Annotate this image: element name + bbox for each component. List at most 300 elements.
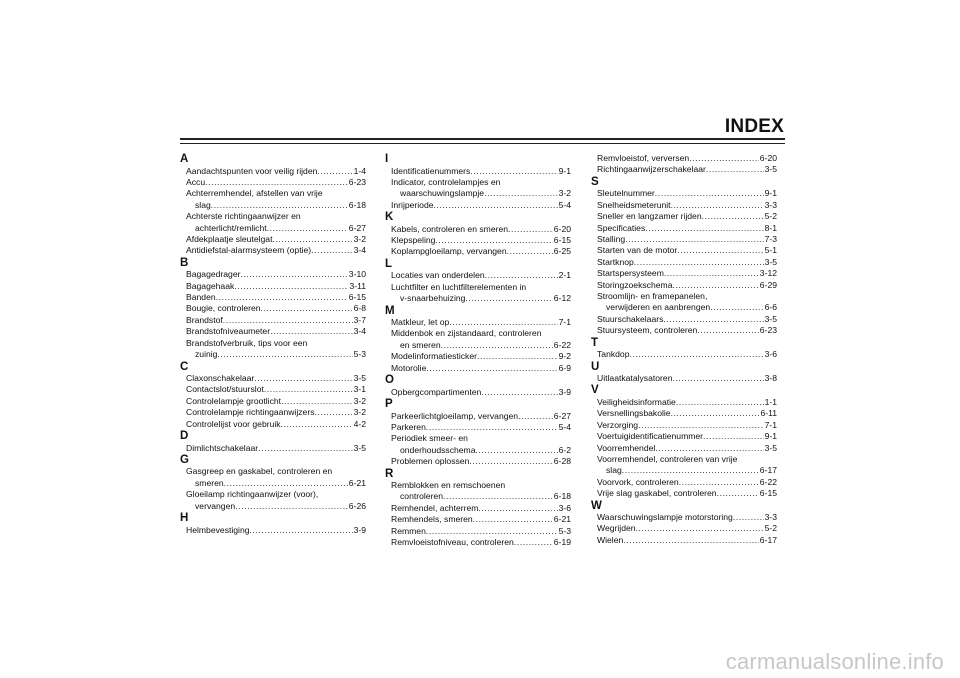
index-letter-heading: I	[385, 153, 389, 165]
index-entry-page: 3-5	[764, 256, 777, 267]
index-entry	[597, 234, 777, 245]
index-entry	[597, 488, 777, 499]
index-entry-label: Achterste richtingaanwijzer en	[186, 211, 301, 222]
dot-leader	[267, 223, 348, 234]
index-column-1	[180, 153, 366, 536]
index-letter-heading: W	[591, 499, 602, 512]
index-letter-heading: D	[180, 430, 189, 443]
index-entry-page: 5-3	[353, 349, 366, 360]
dot-leader	[710, 302, 763, 313]
index-entry-label: Motorolie	[391, 362, 427, 373]
index-entry-label: Antidiefstal-alarmsysteem (optie)	[186, 245, 312, 256]
index-entry-label: Remblokken en remschoenen	[391, 480, 506, 491]
index-entry-page: 6-28	[553, 456, 571, 467]
index-letter-heading: V	[591, 384, 599, 397]
index-entry-page: 3-3	[764, 199, 777, 210]
dot-leader	[469, 456, 552, 467]
index-entry-label: Brandstofverbruik, tips voor een	[186, 337, 308, 348]
index-entry-page: 6-20	[553, 223, 571, 234]
index-entry-label: Indicator, controlelampjes en	[391, 176, 501, 187]
index-letter-heading: H	[180, 512, 189, 525]
dot-leader	[223, 315, 353, 326]
dot-leader	[671, 408, 760, 419]
index-entry-label: Contactslot/stuurslot	[186, 384, 264, 395]
index-letter-heading: C	[180, 360, 189, 373]
index-entry-page: 3-5	[764, 164, 777, 175]
index-entry	[597, 431, 777, 442]
dot-leader	[261, 303, 353, 314]
dot-leader	[470, 166, 557, 177]
dot-leader	[481, 387, 557, 398]
index-entry-label: Achterremhendel, afstellen van vrije	[186, 188, 323, 199]
index-entry	[597, 257, 777, 268]
dot-leader	[507, 246, 553, 257]
index-entry-label: Aandachtspunten voor veilig rijden	[186, 165, 318, 176]
dot-leader	[689, 153, 759, 164]
index-entry-label: Gloeilamp richtingaanwijzer (voor),	[186, 489, 319, 500]
index-entry-label: waarschuwingslampje	[400, 188, 485, 199]
dot-leader	[677, 245, 763, 256]
dot-leader	[258, 443, 352, 454]
dot-leader	[311, 245, 352, 256]
index-entry-page: 1-4	[353, 165, 366, 176]
index-entry-page: 6-21	[553, 514, 571, 525]
index-entry-page: 6-20	[759, 153, 777, 163]
index-entry-label: Locaties van onderdelen	[391, 270, 485, 281]
index-entry-label: Parkeerlichtgloeilamp, vervangen	[391, 410, 519, 421]
index-entry	[186, 443, 366, 454]
index-entry	[186, 373, 366, 384]
index-entry-label: Claxonschakelaar	[186, 373, 255, 383]
dot-leader	[443, 491, 553, 502]
index-entry-label: Klepspeling	[391, 235, 436, 246]
dot-leader	[264, 384, 353, 395]
index-letter-heading: T	[591, 336, 599, 349]
index-entry-page: 6-27	[348, 222, 366, 233]
index-entry-label: Remvloeistofniveau, controleren	[391, 537, 514, 548]
index-entry-label: Voertuigidentificatienummer	[597, 431, 704, 442]
dot-leader	[625, 234, 763, 245]
index-entry-label: Identificatienummers	[391, 165, 471, 176]
index-entry	[391, 351, 571, 362]
index-entry	[186, 407, 366, 418]
index-entry-label: Middenbok en zijstandaard, controleren	[391, 328, 542, 339]
index-entry-label: Wielen	[597, 534, 624, 545]
index-entry	[391, 503, 571, 514]
index-entry	[597, 200, 777, 211]
dot-leader	[270, 326, 353, 337]
index-entry-label: Remhendel, achterrem	[391, 502, 479, 513]
index-entry	[186, 384, 366, 395]
index-entry-label: Bagagedrager	[186, 269, 241, 280]
dot-leader	[426, 422, 558, 433]
index-entry-label: Remmen	[391, 525, 426, 536]
index-entry-label: Sleutelnummer	[597, 188, 655, 199]
index-entry-label: Helmbevestiging	[186, 524, 250, 535]
index-entry	[186, 269, 366, 280]
dot-leader	[518, 411, 553, 422]
index-entry-page: 6-9	[558, 362, 571, 373]
index-entry-page: 4-2	[353, 418, 366, 429]
index-entry-page: 7-3	[764, 233, 777, 244]
index-entry	[597, 325, 777, 336]
index-entry-label: Storingzoekschema	[597, 279, 673, 290]
index-entry-label: Vrije slag gaskabel, controleren	[597, 488, 717, 499]
index-entry	[597, 454, 777, 477]
index-entry-label: Voorremhendel	[597, 442, 656, 453]
index-entry-label: Modelinformatiesticker	[391, 351, 477, 362]
index-entry	[391, 282, 571, 305]
index-entry-page: 6-19	[553, 537, 571, 548]
index-entry-label: Voorremhendel, controleren van vrije	[597, 453, 738, 464]
dot-leader	[281, 419, 353, 430]
index-column-2	[385, 153, 571, 548]
index-entry	[391, 270, 571, 281]
index-entry-label: Sneller en langzamer rijden	[597, 211, 702, 222]
index-entry-label: Accu	[186, 176, 206, 187]
index-entry	[186, 166, 366, 177]
index-entry-label: Remhendels, smeren	[391, 514, 473, 525]
dot-leader	[240, 269, 347, 280]
index-entry-label: Opbergcompartimenten	[391, 386, 482, 397]
index-entry-page: 9-1	[558, 165, 571, 176]
index-entry-label: Starten van de motor	[597, 245, 678, 256]
index-entry-page: 3-2	[353, 233, 366, 244]
index-entry-page: 6-25	[553, 246, 571, 257]
index-entry-page: 5-2	[764, 523, 777, 534]
index-entry	[597, 245, 777, 256]
dot-leader	[224, 478, 348, 489]
index-entry-page: 3-12	[759, 268, 777, 279]
index-entry-page: 3-9	[353, 524, 366, 535]
dot-leader	[676, 397, 764, 408]
index-entry	[597, 512, 777, 523]
index-entry	[186, 315, 366, 326]
index-letter-heading: S	[591, 175, 599, 188]
dot-leader	[234, 281, 348, 292]
index-entry-label: zuinig	[195, 349, 218, 360]
index-entry	[186, 211, 366, 234]
dot-leader	[211, 200, 348, 211]
dot-leader	[645, 223, 763, 234]
dot-leader	[434, 200, 558, 211]
index-entry	[391, 224, 571, 235]
dot-leader	[235, 501, 348, 512]
index-entry-page: 6-18	[553, 491, 571, 502]
dot-leader	[679, 477, 759, 488]
index-entry-page: 6-23	[348, 176, 366, 187]
index-entry	[597, 223, 777, 234]
index-entry-label: Bagagehaak	[186, 280, 235, 291]
index-entry	[597, 420, 777, 431]
index-entry-label: Bougie, controleren	[186, 303, 261, 314]
index-entry-page: 1-1	[764, 396, 777, 407]
index-entry-page: 9-2	[558, 351, 571, 362]
index-entry-page: 6-23	[759, 325, 777, 336]
dot-leader	[703, 431, 764, 442]
index-entry	[186, 525, 366, 536]
index-entry-page: 6-22	[759, 476, 777, 487]
index-entry	[391, 200, 571, 211]
index-entry-label: Remvloeistof, verversen	[597, 153, 690, 163]
index-entry-page: 6-2	[558, 444, 571, 455]
index-entry-label: Controlelijst voor gebruik	[186, 418, 281, 429]
index-entry-label: Matkleur, let op	[391, 317, 450, 328]
index-entry-label: Snelheidsmeterunit	[597, 199, 671, 210]
index-entry-label: onderhoudsschema	[400, 444, 476, 455]
index-entry-label: Voorvork, controleren	[597, 476, 679, 487]
index-entry-page: 7-1	[558, 317, 571, 328]
index-entry-page: 3-2	[558, 188, 571, 199]
index-entry	[597, 211, 777, 222]
index-entry-label: Wegrijden	[597, 523, 636, 534]
index-entry-page: 7-1	[764, 419, 777, 430]
index-entry	[597, 188, 777, 199]
dot-leader	[622, 465, 759, 476]
index-entry-label: Stuurschakelaars	[597, 313, 664, 324]
dot-leader	[485, 270, 558, 281]
index-letter-heading: P	[385, 398, 393, 410]
index-entry	[597, 443, 777, 454]
index-entry-label: Specificaties	[597, 222, 646, 233]
index-entry	[391, 328, 571, 351]
dot-leader	[717, 488, 759, 499]
index-entry-page: 6-22	[553, 339, 571, 350]
index-entry	[391, 166, 571, 177]
index-entry	[186, 419, 366, 430]
index-entry	[186, 466, 366, 489]
index-entry-label: Banden	[186, 292, 216, 303]
index-entry-page: 6-26	[348, 500, 366, 511]
index-entry-label: Luchtfilter en luchtfilterelementen in	[391, 281, 527, 292]
index-entry	[597, 477, 777, 488]
dot-leader	[473, 514, 553, 525]
index-entry	[597, 349, 777, 360]
index-entry	[391, 480, 571, 503]
dot-leader	[706, 164, 764, 175]
index-entry-page: 9-1	[764, 188, 777, 199]
dot-leader	[623, 535, 759, 546]
index-entry-page: 3-11	[349, 280, 366, 291]
dot-leader	[634, 257, 764, 268]
index-entry-page: 6-29	[759, 279, 777, 290]
index-entry	[186, 326, 366, 337]
index-entry-label: en smeren	[400, 339, 441, 350]
index-entry	[391, 411, 571, 422]
index-entry-page: 3-6	[558, 502, 571, 513]
index-entry-page: 6-6	[764, 302, 777, 313]
index-entry-page: 9-1	[764, 431, 777, 442]
index-entry	[597, 397, 777, 408]
dot-leader	[205, 177, 348, 188]
index-entry-page: 6-27	[553, 410, 571, 421]
index-entry-page: 3-5	[353, 373, 366, 383]
index-entry	[186, 234, 366, 245]
index-entry-page: 3-2	[353, 407, 366, 418]
index-entry-page: 6-11	[760, 408, 777, 419]
index-entry-page: 6-18	[348, 199, 366, 210]
index-entry-label: Verzorging	[597, 419, 639, 430]
index-entry	[186, 177, 366, 188]
dot-leader	[441, 340, 553, 351]
index-entry-page: 6-15	[759, 488, 777, 499]
index-entry-label: Afdekplaatje sleutelgat	[186, 233, 273, 244]
index-entry-label: Problemen oplossen	[391, 456, 470, 467]
index-entry-page: 3-9	[558, 386, 571, 397]
index-letter-heading: M	[385, 304, 395, 317]
index-entry-label: Brandstof	[186, 314, 223, 325]
dot-leader	[281, 396, 353, 407]
dot-leader	[702, 211, 764, 222]
index-entry	[391, 246, 571, 257]
index-entry	[186, 489, 366, 512]
index-entry-page: 3-1	[353, 384, 366, 395]
index-entry	[391, 456, 571, 467]
index-entry-label: Uitlaatkatalysatoren	[597, 373, 673, 383]
index-entry-label: smeren	[195, 477, 224, 488]
index-letter-heading: G	[180, 453, 189, 466]
index-entry-page: 6-15	[553, 235, 571, 246]
index-entry-page: 3-6	[764, 349, 777, 360]
dot-leader	[217, 349, 352, 360]
index-entry	[597, 164, 777, 175]
index-entry-page: 2-1	[558, 270, 571, 281]
index-entry-label: achterlicht/remlicht	[195, 222, 267, 233]
dot-leader	[216, 292, 348, 303]
dot-leader	[664, 268, 759, 279]
index-entry-label: Stalling	[597, 233, 626, 244]
title-rule-thick	[180, 138, 785, 140]
index-letter-heading: R	[385, 467, 394, 480]
index-entry-label: Periodiek smeer- en	[391, 433, 468, 444]
index-entry-page: 6-12	[553, 293, 571, 304]
index-entry	[391, 514, 571, 525]
index-entry-label: Kabels, controleren en smeren	[391, 223, 509, 234]
dot-leader	[254, 373, 352, 384]
index-entry-page: 3-4	[353, 326, 366, 337]
dot-leader	[655, 188, 764, 199]
index-entry	[391, 317, 571, 328]
dot-leader	[478, 503, 557, 514]
dot-leader	[672, 280, 758, 291]
index-letter-heading: B	[180, 256, 189, 269]
index-entry-label: slag	[195, 199, 211, 210]
index-entry	[597, 408, 777, 419]
index-entry-label: Startspersysteem	[597, 268, 664, 279]
index-entry-page: 3-4	[353, 245, 366, 256]
index-entry-page: 3-5	[764, 313, 777, 324]
index-entry-label: Waarschuwingslampje motorstoring	[597, 512, 733, 523]
index-entry-page: 5-4	[558, 199, 571, 210]
index-entry-label: Controlelampje grootlicht	[186, 395, 282, 406]
index-letter-heading: U	[591, 360, 600, 373]
dot-leader	[630, 349, 764, 360]
index-entry	[186, 188, 366, 211]
index-entry-page: 5-3	[558, 525, 571, 536]
index-entry-label: verwijderen en aanbrengen	[606, 302, 711, 313]
index-entry-page: 3-3	[764, 512, 777, 523]
index-letter-heading: L	[385, 257, 393, 270]
dot-leader	[435, 235, 552, 246]
dot-leader	[636, 523, 764, 534]
dot-leader	[426, 363, 557, 374]
index-entry	[391, 526, 571, 537]
dot-leader	[476, 445, 558, 456]
index-entry-page: 6-15	[348, 292, 366, 303]
index-entry-label: Brandstofniveaumeter	[186, 326, 271, 337]
index-entry-label: vervangen	[195, 500, 236, 511]
dot-leader	[655, 443, 763, 454]
index-entry-label: Stuursysteem, controleren	[597, 325, 698, 336]
dot-leader	[484, 188, 558, 199]
index-entry	[391, 433, 571, 456]
index-entry-label: slag	[606, 465, 622, 476]
dot-leader	[663, 314, 763, 325]
index-entry	[597, 291, 777, 314]
index-entry	[391, 235, 571, 246]
index-entry-page: 6-17	[759, 534, 777, 545]
index-entry-label: Stroomlijn- en framepanelen,	[597, 290, 708, 301]
index-entry	[597, 314, 777, 325]
index-entry	[186, 396, 366, 407]
dot-leader	[465, 293, 552, 304]
index-entry-label: v-snaarbehuizing	[400, 293, 466, 304]
index-letter-heading: O	[385, 374, 394, 387]
index-entry	[597, 268, 777, 279]
index-entry-label: Inrijperiode	[391, 199, 434, 210]
watermark: carmanualsonline.info	[725, 649, 944, 674]
index-entry-page: 6-8	[353, 303, 366, 314]
index-entry-page: 6-21	[348, 477, 366, 488]
index-entry	[597, 535, 777, 546]
index-entry-label: Richtingaanwijzerschakelaar	[597, 164, 706, 175]
dot-leader	[508, 224, 553, 235]
index-entry	[186, 245, 366, 256]
index-entry	[597, 280, 777, 291]
index-column-3	[591, 153, 777, 546]
index-entry-page: 3-8	[764, 373, 777, 383]
index-entry-label: Dimlichtschakelaar	[186, 442, 259, 453]
index-entry-page: 3-7	[353, 314, 366, 325]
index-entry-label: Tankdop	[597, 349, 630, 360]
index-entry-page: 8-1	[764, 222, 777, 233]
dot-leader	[514, 537, 553, 548]
index-entry	[391, 387, 571, 398]
dot-leader	[697, 325, 758, 336]
index-entry	[391, 422, 571, 433]
index-entry-page: 3-10	[348, 269, 366, 280]
dot-leader	[477, 351, 558, 362]
index-letter-heading: K	[385, 211, 394, 224]
index-entry-page: 6-17	[759, 465, 777, 476]
dot-leader	[272, 234, 352, 245]
index-entry	[186, 292, 366, 303]
index-entry-page: 3-5	[353, 442, 366, 453]
dot-leader	[671, 200, 764, 211]
index-entry-page: 5-1	[764, 245, 777, 256]
index-entry-page: 3-5	[764, 442, 777, 453]
title-rule-thin	[180, 143, 785, 144]
index-entry	[597, 153, 777, 164]
dot-leader	[317, 166, 352, 177]
index-letter-heading: A	[180, 153, 189, 165]
index-entry-label: controleren	[400, 491, 443, 502]
index-entry	[186, 281, 366, 292]
index-entry-label: Gasgreep en gaskabel, controleren en	[186, 466, 333, 477]
index-entry-label: Parkeren	[391, 421, 426, 432]
index-entry-label: Koplampgloeilamp, vervangen	[391, 246, 507, 257]
index-entry	[186, 338, 366, 361]
